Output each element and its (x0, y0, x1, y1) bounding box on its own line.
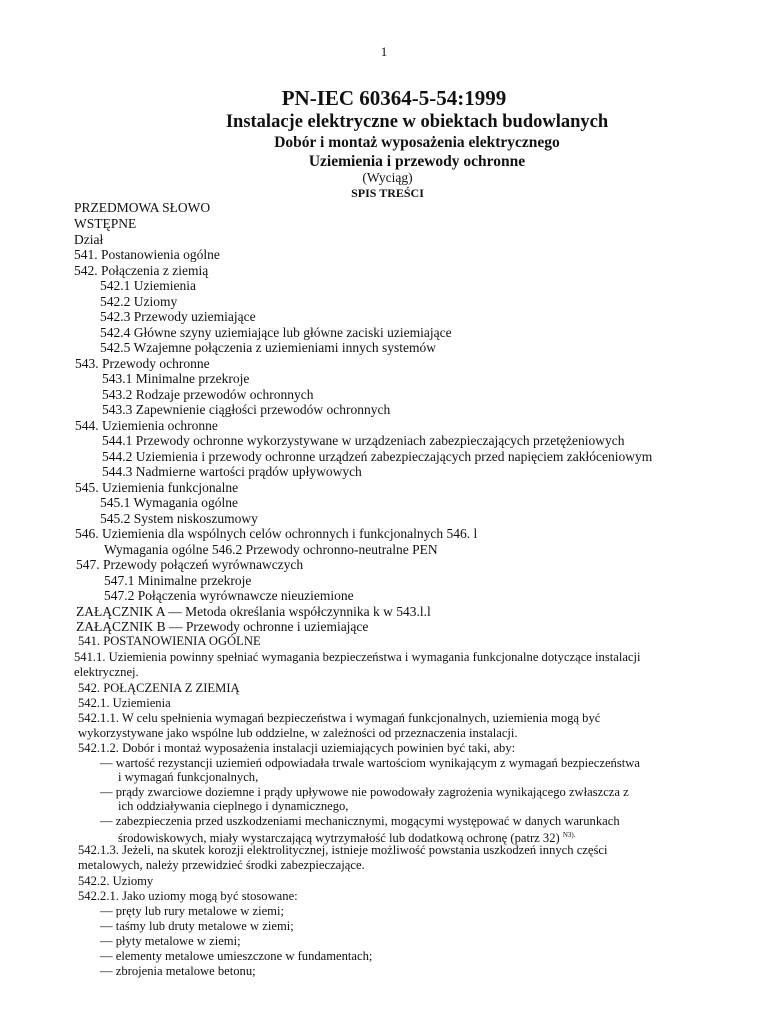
section-542-1-2: 542.1.2. Dobór i montaż wyposażenia instalacji uziemiających powinien być taki, aby: (78, 741, 516, 755)
toc-item: Dział (74, 232, 104, 247)
extract-label: (Wyciąg) (362, 170, 413, 185)
standard-title: PN-IEC 60364-5-54:1999 (281, 86, 507, 110)
page-number: 1 (380, 44, 388, 59)
title-line-2: Dobór i montaż wyposażenia elektrycznego (274, 134, 560, 151)
toc-item: 543.3 Zapewnienie ciągłości przewodów ochronnych (102, 402, 391, 417)
section-542-1-3-line-1: 542.1.3. Jeżeli, na skutek korozji elektrolitycznej, istnieje możliwość powstania uszkodzeń innych części (78, 843, 608, 857)
toc-item: ZAŁĄCZNIK A — Metoda określania współczynnika k w 543.l.l (76, 604, 431, 619)
toc-item: 545.1 Wymagania ogólne (100, 495, 239, 510)
section-541-1-line-2: elektrycznej. (74, 665, 139, 679)
toc-item: 547.2 Połączenia wyrównawcze nieuziemione (104, 588, 354, 603)
toc-item: 545. Uziemienia funkcjonalne (75, 480, 239, 495)
toc-item: ZAŁĄCZNIK B — Przewody ochronne i uziemiające (76, 619, 369, 634)
list-item: — zbrojenia metalowe betonu; (100, 964, 256, 978)
list-item: — elementy metalowe umieszczone w fundamentach; (100, 949, 373, 963)
section-542-2-heading: 542.2. Uziomy (78, 874, 154, 888)
section-541-1-line-1: 541.1. Uziemienia powinny spełniać wymagania bezpieczeństwa i wymagania funkcjonalne dotyczące instalacji (74, 650, 641, 664)
toc-item: PRZEDMOWA SŁOWO (74, 200, 211, 215)
bullet-2-line-2: ich oddziaływania cieplnego i dynamicznego, (118, 799, 349, 813)
toc-item: WSTĘPNE (74, 216, 137, 231)
toc-item: 543.2 Rodzaje przewodów ochronnych (102, 387, 314, 402)
footnote-ref: N3). (562, 831, 576, 839)
list-item: — płyty metalowe w ziemi; (100, 934, 241, 948)
toc-item: 546. Uziemienia dla wspólnych celów ochronnych i funkcjonalnych 546. l (75, 526, 478, 541)
toc-item: 544. Uziemienia ochronne (75, 418, 218, 433)
toc-item: 542.4 Główne szyny uziemiające lub główne zaciski uziemiające (100, 325, 452, 340)
bullet-1-line-2: i wymagań funkcjonalnych, (118, 770, 259, 784)
section-541-heading: 541. POSTANOWIENIA OGÓLNE (78, 634, 261, 648)
toc-item: 542. Połączenia z ziemią (74, 263, 209, 278)
toc-item: 544.3 Nadmierne wartości prądów upływowych (102, 464, 362, 479)
bullet-1-line-1: — wartość rezystancji uziemień odpowiadała trwale wartościom wynikającym z wymagań bezpieczeństwa (100, 756, 640, 770)
toc-item: 542.2 Uziomy (100, 294, 178, 309)
toc-item: 542.5 Wzajemne połączenia z uziemieniami innych systemów (100, 340, 437, 355)
bullet-2-line-1: — prądy zwarciowe doziemne i prądy upływowe nie powodowały zagrożenia wynikającego zwłaszcza z (100, 785, 629, 799)
toc-item: 543.1 Minimalne przekroje (102, 371, 250, 386)
toc-item: 547.1 Minimalne przekroje (104, 573, 252, 588)
section-542-heading: 542. POŁĄCZENIA Z ZIEMIĄ (78, 681, 240, 695)
toc-item: 547. Przewody połączeń wyrównawczych (76, 557, 304, 572)
section-542-1-3-line-2: metalowych, należy przewidzieć środki zabezpieczające. (78, 858, 365, 872)
section-542-1-1-line-2: wykorzystywane jako wspólne lub oddzielne, w zależności od przeznaczenia instalacji. (78, 726, 518, 740)
bullet-3-text: środowiskowych, miały wystarczającą wytrzymałość lub dodatkową ochronę (patrz 32) (118, 831, 560, 846)
toc-item: 545.2 System niskoszumowy (100, 511, 258, 526)
section-542-1-heading: 542.1. Uziemienia (78, 696, 171, 710)
toc-item: 544.1 Przewody ochronne wykorzystywane w urządzeniach zabezpieczających przetężeniowych (102, 433, 625, 448)
bullet-3-line-1: — zabezpieczenia przed uszkodzeniami mechanicznymi, mogącymi występować w danych warunkach (100, 814, 620, 828)
toc-item: 544.2 Uziemienia i przewody ochronne urządzeń zabezpieczających przed napięciem zakłóceniowym (102, 449, 653, 464)
toc-item: 542.3 Przewody uziemiające (100, 309, 256, 324)
toc-heading: SPIS TREŚCI (351, 186, 424, 200)
list-item: — taśmy lub druty metalowe w ziemi; (100, 919, 294, 933)
toc-item: 543. Przewody ochronne (75, 356, 210, 371)
title-line-3: Uziemienia i przewody ochronne (308, 153, 526, 170)
toc-item: 541. Postanowienia ogólne (74, 247, 220, 262)
list-item: — pręty lub rury metalowe w ziemi; (100, 904, 284, 918)
section-542-1-1-line-1: 542.1.1. W celu spełnienia wymagań bezpieczeństwa i wymagań funkcjonalnych, uziemienia mogą być (78, 711, 601, 725)
toc-item: 542.1 Uziemienia (100, 278, 196, 293)
section-542-2-1: 542.2.1. Jako uziomy mogą być stosowane: (78, 889, 298, 903)
toc-item: Wymagania ogólne 546.2 Przewody ochronno-neutralne PEN (104, 542, 438, 557)
title-line-1: Instalacje elektryczne w obiektach budowlanych (225, 112, 609, 132)
